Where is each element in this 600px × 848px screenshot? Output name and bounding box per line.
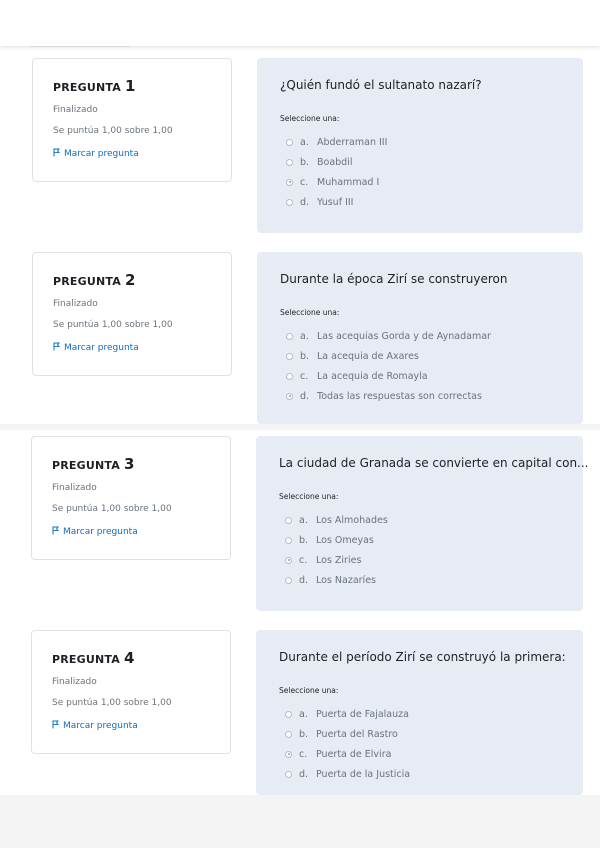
question-label: PREGUNTA	[52, 653, 120, 666]
answer-letter: b.	[299, 728, 309, 740]
answer-text: Los Omeyas	[316, 534, 374, 546]
answer-letter: b.	[300, 350, 310, 362]
answer-letter: d.	[299, 574, 309, 586]
answer-text: Todas las respuestas son correctas	[317, 390, 482, 402]
answer-text: Puerta del Rastro	[316, 728, 398, 740]
answer-option[interactable]	[286, 172, 387, 192]
flag-question-label: Marcar pregunta	[64, 149, 139, 159]
radio-button[interactable]	[286, 333, 293, 340]
answer-text: Puerta de la Justicia	[316, 768, 411, 780]
question-grade: Se puntúa 1,00 sobre 1,00	[53, 320, 173, 330]
answer-option[interactable]	[285, 704, 410, 724]
answer-list	[286, 326, 491, 406]
answer-option[interactable]	[286, 346, 491, 366]
question-title	[53, 271, 136, 289]
answer-text: Puerta de Elvira	[316, 748, 392, 760]
answer-text: Los Ziries	[316, 554, 362, 566]
answer-letter: d.	[299, 768, 309, 780]
question-text: La ciudad de Granada se convierte en capital con...	[279, 456, 589, 470]
radio-button[interactable]	[285, 771, 292, 778]
question-info-1	[32, 58, 232, 182]
radio-button[interactable]	[286, 353, 293, 360]
question-number: 1	[124, 77, 136, 95]
answer-letter: d.	[300, 390, 310, 402]
question-text: Durante la época Zirí se construyeron	[280, 272, 508, 286]
flag-icon	[53, 342, 60, 351]
radio-button[interactable]	[285, 577, 292, 584]
answer-text: Puerta de Fajalauza	[316, 708, 409, 720]
select-one-prompt: Seleccione una:	[279, 686, 339, 695]
flag-question-label: Marcar pregunta	[63, 527, 138, 537]
flag-question-label: Marcar pregunta	[63, 721, 138, 731]
answer-option[interactable]	[285, 510, 388, 530]
flag-question-link[interactable]	[52, 720, 138, 731]
question-text: ¿Quién fundó el sultanato nazarí?	[280, 78, 482, 92]
answer-option[interactable]	[286, 192, 387, 212]
answer-letter: a.	[299, 514, 308, 526]
question-content-3	[256, 436, 589, 611]
question-state: Finalizado	[53, 105, 98, 115]
answer-option[interactable]	[285, 744, 410, 764]
radio-button[interactable]	[286, 199, 293, 206]
question-number: 4	[123, 649, 135, 667]
answer-option[interactable]	[285, 724, 410, 744]
question-state: Finalizado	[52, 677, 97, 687]
flag-question-label: Marcar pregunta	[64, 343, 139, 353]
select-one-prompt: Seleccione una:	[280, 114, 340, 123]
question-info-2	[32, 252, 232, 376]
radio-button[interactable]	[285, 537, 292, 544]
flag-question-link[interactable]	[53, 342, 139, 353]
answer-text: Las acequias Gorda y de Aynadamar	[317, 330, 491, 342]
top-bar	[0, 0, 600, 46]
flag-icon	[52, 720, 59, 729]
answer-option[interactable]	[285, 530, 388, 550]
flag-question-link[interactable]	[52, 526, 138, 537]
answer-letter: a.	[300, 136, 309, 148]
answer-text: Boabdil	[317, 156, 353, 168]
answer-letter: a.	[300, 330, 309, 342]
answer-option[interactable]	[286, 152, 387, 172]
radio-button[interactable]	[285, 711, 292, 718]
flag-icon	[52, 526, 59, 535]
question-info-3	[31, 436, 231, 560]
flag-icon	[53, 148, 60, 157]
answer-list	[285, 704, 410, 784]
answer-text: Yusuf III	[317, 196, 354, 208]
question-content-2	[257, 252, 583, 424]
answer-letter: c.	[300, 176, 309, 188]
radio-button[interactable]	[285, 731, 292, 738]
question-state: Finalizado	[53, 299, 98, 309]
question-state: Finalizado	[52, 483, 97, 493]
select-one-prompt: Seleccione una:	[279, 492, 339, 501]
question-title	[52, 455, 135, 473]
answer-option[interactable]	[286, 132, 387, 152]
radio-button[interactable]	[286, 139, 293, 146]
answer-letter: d.	[300, 196, 310, 208]
radio-selected[interactable]	[285, 751, 292, 758]
question-content-4	[256, 630, 583, 795]
question-grade: Se puntúa 1,00 sobre 1,00	[52, 504, 172, 514]
question-title	[52, 649, 135, 667]
answer-text: Los Almohades	[316, 514, 388, 526]
question-label: PREGUNTA	[52, 459, 120, 472]
answer-letter: c.	[299, 554, 308, 566]
answer-option[interactable]	[285, 764, 410, 784]
radio-selected[interactable]	[285, 557, 292, 564]
question-text: Durante el período Zirí se construyó la primera:	[279, 650, 566, 664]
select-one-prompt: Seleccione una:	[280, 308, 340, 317]
answer-letter: c.	[300, 370, 309, 382]
answer-text: Abderraman III	[317, 136, 388, 148]
answer-option[interactable]	[286, 366, 491, 386]
answer-option[interactable]	[286, 326, 491, 346]
answer-letter: a.	[299, 708, 308, 720]
radio-button[interactable]	[286, 373, 293, 380]
answer-option[interactable]	[285, 550, 388, 570]
answer-text: La acequia de Axares	[317, 350, 419, 362]
answer-option[interactable]	[286, 386, 491, 406]
question-grade: Se puntúa 1,00 sobre 1,00	[52, 698, 172, 708]
question-number: 2	[124, 271, 136, 289]
question-info-4	[31, 630, 231, 754]
radio-button[interactable]	[286, 159, 293, 166]
radio-selected[interactable]	[286, 393, 293, 400]
answer-letter: b.	[299, 534, 309, 546]
question-label: PREGUNTA	[53, 275, 121, 288]
answer-list	[285, 510, 388, 590]
radio-selected[interactable]	[286, 179, 293, 186]
question-number: 3	[123, 455, 135, 473]
answer-text: La acequia de Romayla	[317, 370, 428, 382]
answer-letter: c.	[299, 748, 308, 760]
answer-letter: b.	[300, 156, 310, 168]
answer-list	[286, 132, 387, 212]
top-divider	[30, 46, 130, 47]
question-content-1	[257, 58, 583, 233]
question-label: PREGUNTA	[53, 81, 121, 94]
answer-text: Muhammad I	[317, 176, 380, 188]
question-grade: Se puntúa 1,00 sobre 1,00	[53, 126, 173, 136]
answer-option[interactable]	[285, 570, 388, 590]
radio-button[interactable]	[285, 517, 292, 524]
question-title	[53, 77, 136, 95]
flag-question-link[interactable]	[53, 148, 139, 159]
answer-text: Los Nazaríes	[316, 574, 376, 586]
